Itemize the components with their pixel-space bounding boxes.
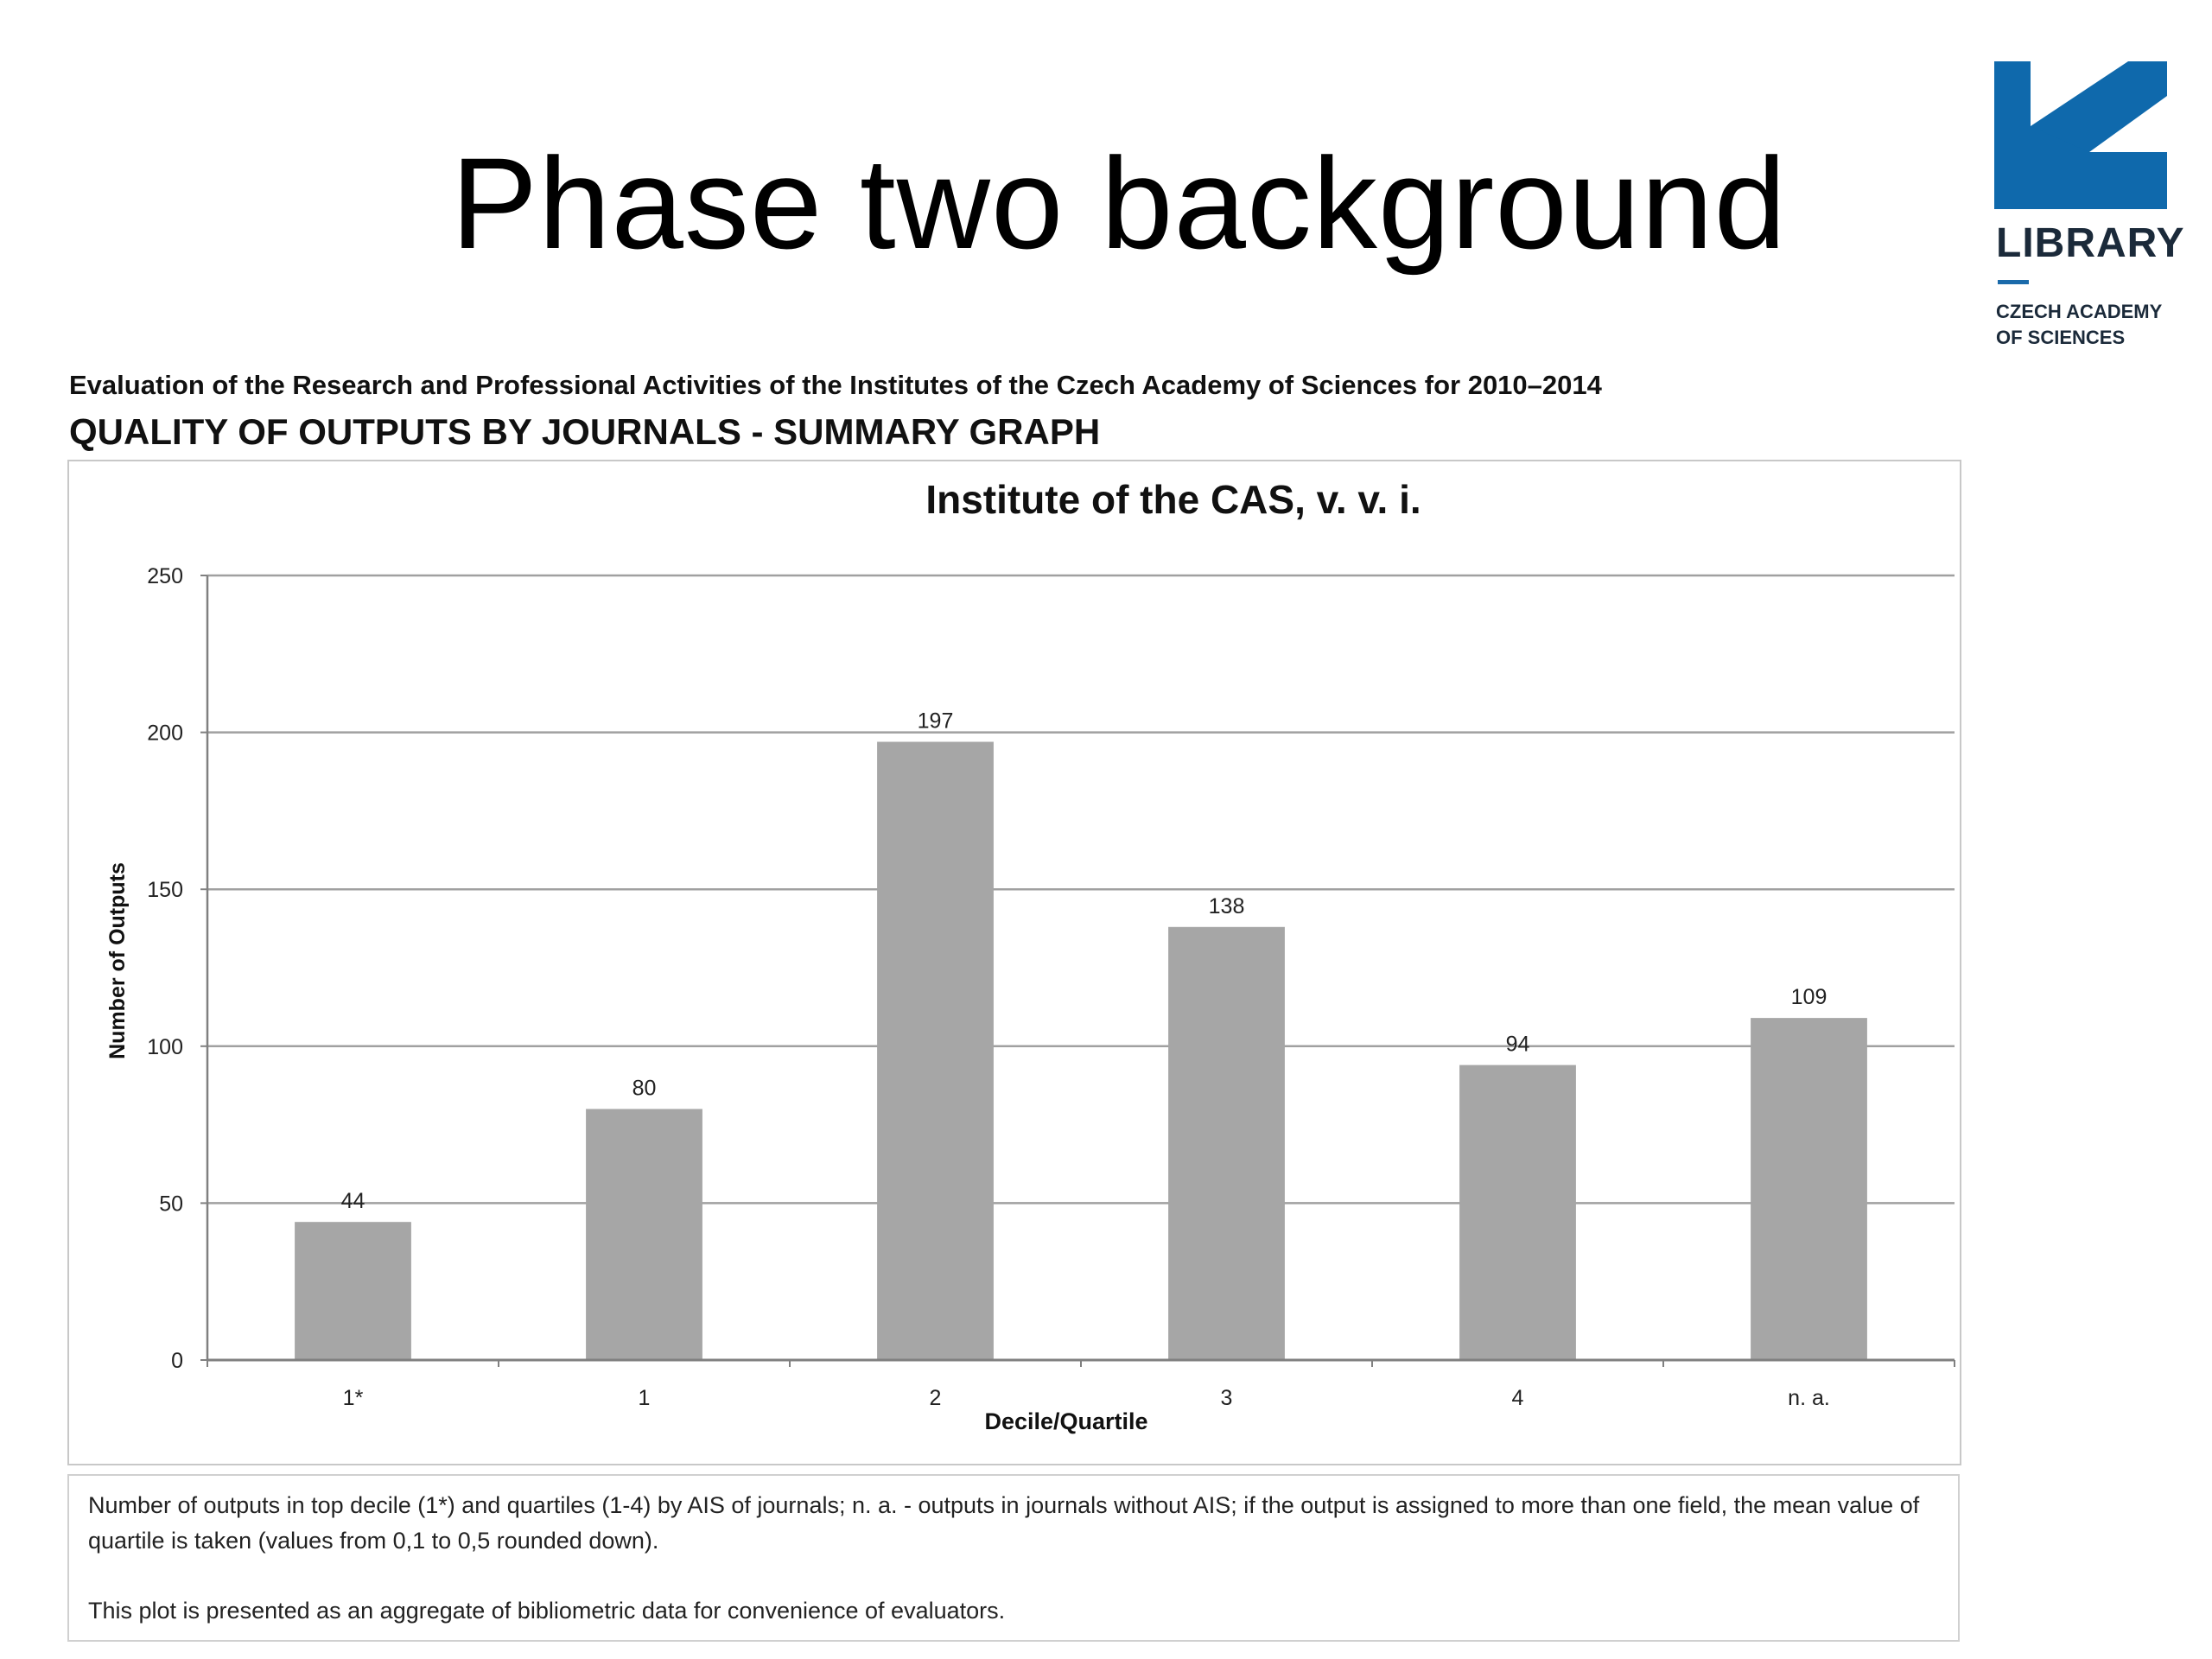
data-label: 94 — [1505, 1032, 1530, 1057]
x-tick-label: 4 — [1511, 1386, 1524, 1410]
bar — [1459, 1065, 1576, 1360]
chart-title: Institute of the CAS, v. v. i. — [925, 477, 1421, 522]
slide-title: Phase two background — [450, 130, 1787, 276]
data-label: 80 — [632, 1076, 657, 1101]
bar — [1168, 927, 1285, 1360]
evaluation-heading: Evaluation of the Research and Professional Activities of the Institutes of the Czech Academy of Sciences for 2010–2014 — [69, 370, 1602, 400]
gridlines — [207, 575, 1955, 1203]
y-tick-label: 100 — [147, 1034, 183, 1059]
chart-caption — [67, 1474, 1960, 1642]
logo-divider — [1998, 280, 2029, 284]
data-label: 197 — [917, 709, 954, 734]
k-logo-icon — [1994, 57, 2167, 213]
logo-academy-line2: OF SCIENCES — [1996, 327, 2126, 348]
bar — [877, 741, 994, 1360]
data-label: 109 — [1790, 985, 1827, 1010]
chart-frame — [67, 460, 1961, 1465]
data-label: 44 — [340, 1189, 365, 1214]
y-tick-label: 0 — [171, 1349, 183, 1373]
x-axis-title: Decile/Quartile — [984, 1408, 1148, 1434]
bars — [295, 709, 1867, 1360]
x-tick-label: n. a. — [1788, 1386, 1830, 1410]
logo-academy-line1: CZECH ACADEMY — [1996, 301, 2163, 322]
bar — [1751, 1018, 1867, 1360]
x-tick-label: 3 — [1220, 1386, 1233, 1410]
y-tick-label: 200 — [147, 721, 183, 746]
axes — [147, 564, 1955, 1410]
x-tick-label: 1* — [342, 1386, 364, 1410]
library-logo — [1994, 57, 2185, 359]
bar — [586, 1109, 702, 1360]
summary-heading: QUALITY OF OUTPUTS BY JOURNALS - SUMMARY GRAPH — [69, 411, 1101, 452]
logo-library-text: LIBRARY — [1996, 220, 2185, 266]
caption-line-2: This plot is presented as an aggregate of bibliometric data for convenience of evaluators. — [88, 1598, 1006, 1624]
data-label: 138 — [1208, 893, 1245, 918]
bar — [295, 1222, 411, 1360]
y-tick-label: 250 — [147, 564, 183, 588]
bar-chart — [69, 461, 1960, 1464]
y-tick-label: 150 — [147, 878, 183, 903]
x-tick-label: 2 — [929, 1386, 942, 1410]
logo-academy-text — [1996, 299, 2162, 351]
y-tick-label: 50 — [159, 1192, 183, 1217]
y-axis-title: Number of Outputs — [105, 862, 130, 1059]
x-tick-label: 1 — [638, 1386, 651, 1410]
caption-line-1: Number of outputs in top decile (1*) and quartiles (1-4) by AIS of journals; n. a. - outputs in journals without AIS; if the output is assigned to more than one field, the mean value of quartile is taken (values from 0,1 to 0,5 rounded down). — [88, 1492, 1920, 1554]
